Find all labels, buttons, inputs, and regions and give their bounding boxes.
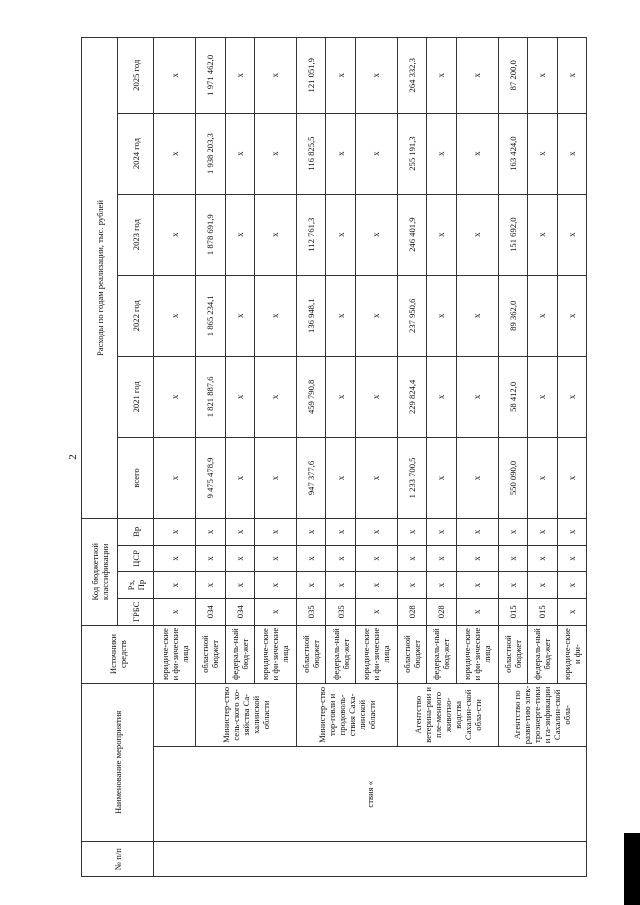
header-year-2023: 2023 год xyxy=(118,194,154,275)
grbs-cell: х xyxy=(456,598,498,625)
grbs-cell: 034 xyxy=(196,598,225,625)
header-year-2025: 2025 год xyxy=(118,38,154,114)
year-2021-cell: 1 821 887,6 xyxy=(196,356,225,437)
year-2023-cell: х xyxy=(456,194,498,275)
vr-cell: х xyxy=(498,519,527,546)
year-2024-cell: х xyxy=(456,113,498,194)
source-cell: областной бюджет xyxy=(498,625,527,683)
csr-cell: х xyxy=(196,545,225,572)
year-2024-cell: 255 191,3 xyxy=(397,113,426,194)
total-cell: х xyxy=(154,437,196,518)
year-2022-cell: х xyxy=(225,275,254,356)
source-cell: областной бюджет xyxy=(397,625,426,683)
rzpr-cell: х xyxy=(427,572,456,599)
year-2021-cell: х xyxy=(225,356,254,437)
total-cell: х xyxy=(326,437,355,518)
org-cell: Министер-ство сель-ского хо-зяйства Са-халинской области xyxy=(196,683,297,747)
total-cell: х xyxy=(225,437,254,518)
source-cell: юридиче-ские и фи-зические лица xyxy=(355,625,397,683)
year-2021-cell: 459 790,8 xyxy=(297,356,326,437)
csr-cell: х xyxy=(557,545,586,572)
measure-name: ствия « xyxy=(154,747,587,842)
year-2023-cell: х xyxy=(326,194,355,275)
vr-cell: х xyxy=(456,519,498,546)
year-2023-cell: х xyxy=(254,194,296,275)
year-2025-cell: 1 971 462,0 xyxy=(196,38,225,114)
csr-cell: х xyxy=(225,545,254,572)
grbs-cell: х xyxy=(254,598,296,625)
org-cell: Министер-ство тор-говли и продоволь-ствия Саха-линской области xyxy=(297,683,398,747)
year-2024-cell: х xyxy=(154,113,196,194)
year-2021-cell: х xyxy=(528,356,557,437)
year-2022-cell: х xyxy=(528,275,557,356)
rzpr-cell: х xyxy=(498,572,527,599)
year-2024-cell: х xyxy=(254,113,296,194)
year-2021-cell: х xyxy=(154,356,196,437)
vr-cell: х xyxy=(297,519,326,546)
rzpr-cell: х xyxy=(397,572,426,599)
scan-edge-mark xyxy=(624,833,640,905)
csr-cell: х xyxy=(528,545,557,572)
total-cell: 1 233 700,5 xyxy=(397,437,426,518)
year-2025-cell: х xyxy=(254,38,296,114)
source-cell: юридиче-ские и фи-зические лица xyxy=(456,625,498,683)
rzpr-cell: х xyxy=(456,572,498,599)
header-year-2024: 2024 год xyxy=(118,113,154,194)
org-cell xyxy=(154,683,196,747)
rzpr-cell: х xyxy=(254,572,296,599)
year-2024-cell: х xyxy=(557,113,586,194)
total-cell: 550 090,0 xyxy=(498,437,527,518)
vr-cell: х xyxy=(557,519,586,546)
csr-cell: х xyxy=(355,545,397,572)
rzpr-cell: х xyxy=(326,572,355,599)
year-2022-cell: 136 948,1 xyxy=(297,275,326,356)
source-cell: областной бюджет xyxy=(196,625,225,683)
csr-cell: х xyxy=(498,545,527,572)
source-cell: юридиче-ские и фи-зические лица xyxy=(254,625,296,683)
total-cell: х xyxy=(528,437,557,518)
org-cell: Агентство ветерина-рии и пле-менного животно-водства Сахалин-ской обла-сти xyxy=(397,683,498,747)
year-2023-cell: 246 401,9 xyxy=(397,194,426,275)
csr-cell: х xyxy=(254,545,296,572)
total-cell: х xyxy=(456,437,498,518)
total-cell: 947 377,6 xyxy=(297,437,326,518)
header-rzpr: Рз, Пр xyxy=(118,572,154,599)
header-name: Наименование мероприятия xyxy=(82,683,154,842)
header-expenses-group: Расходы по годам реализации, тыс. рублей xyxy=(82,38,118,519)
source-cell: федераль-ный бюд-жет xyxy=(326,625,355,683)
total-cell: х xyxy=(254,437,296,518)
year-2025-cell: х xyxy=(528,38,557,114)
year-2021-cell: х xyxy=(254,356,296,437)
grbs-cell: х xyxy=(557,598,586,625)
year-2021-cell: х xyxy=(456,356,498,437)
source-cell: федераль-ный бюд-жет xyxy=(528,625,557,683)
grbs-cell: 015 xyxy=(498,598,527,625)
vr-cell: х xyxy=(254,519,296,546)
year-2025-cell: х xyxy=(456,38,498,114)
year-2021-cell: 58 412,0 xyxy=(498,356,527,437)
year-2024-cell: 116 825,5 xyxy=(297,113,326,194)
year-2023-cell: х xyxy=(154,194,196,275)
year-2021-cell: х xyxy=(355,356,397,437)
header-vr: Вр xyxy=(118,519,154,546)
source-cell: областной бюджет xyxy=(297,625,326,683)
year-2023-cell: 112 761,3 xyxy=(297,194,326,275)
header-num: № п/п xyxy=(82,842,154,877)
csr-cell: х xyxy=(154,545,196,572)
year-2021-cell: х xyxy=(427,356,456,437)
year-2023-cell: х xyxy=(557,194,586,275)
vr-cell: х xyxy=(154,519,196,546)
header-code-group: Код бюджетной классификации xyxy=(82,519,118,626)
header-total: всего xyxy=(118,437,154,518)
year-2025-cell: 87 200,0 xyxy=(498,38,527,114)
year-2022-cell: х xyxy=(355,275,397,356)
source-cell: федераль-ный бюд-жет xyxy=(427,625,456,683)
rzpr-cell: х xyxy=(154,572,196,599)
year-2023-cell: х xyxy=(225,194,254,275)
year-2024-cell: х xyxy=(355,113,397,194)
year-2022-cell: 89 362,0 xyxy=(498,275,527,356)
year-2025-cell: 121 051,9 xyxy=(297,38,326,114)
year-2024-cell: х xyxy=(528,113,557,194)
year-2025-cell: х xyxy=(355,38,397,114)
year-2025-cell: 264 332,3 xyxy=(397,38,426,114)
header-year-2021: 2021 год xyxy=(118,356,154,437)
total-cell: х xyxy=(355,437,397,518)
year-2023-cell: х xyxy=(528,194,557,275)
csr-cell: х xyxy=(397,545,426,572)
grbs-cell: х xyxy=(154,598,196,625)
vr-cell: х xyxy=(397,519,426,546)
total-cell: 9 475 478,9 xyxy=(196,437,225,518)
vr-cell: х xyxy=(196,519,225,546)
year-2022-cell: х xyxy=(326,275,355,356)
year-2024-cell: х xyxy=(326,113,355,194)
rotated-page xyxy=(67,37,587,877)
grbs-cell: 028 xyxy=(427,598,456,625)
rzpr-cell: х xyxy=(557,572,586,599)
rzpr-cell: х xyxy=(225,572,254,599)
grbs-cell: 035 xyxy=(326,598,355,625)
year-2023-cell: 1 878 691,9 xyxy=(196,194,225,275)
year-2021-cell: 229 824,4 xyxy=(397,356,426,437)
budget-table xyxy=(81,37,587,877)
rzpr-cell: х xyxy=(196,572,225,599)
source-cell: федераль-ный бюд-жет xyxy=(225,625,254,683)
year-2022-cell: х xyxy=(154,275,196,356)
year-2025-cell: х xyxy=(154,38,196,114)
csr-cell: х xyxy=(456,545,498,572)
year-2023-cell: 151 692,0 xyxy=(498,194,527,275)
vr-cell: х xyxy=(355,519,397,546)
year-2024-cell: 163 424,0 xyxy=(498,113,527,194)
year-2022-cell: х xyxy=(557,275,586,356)
year-2025-cell: х xyxy=(326,38,355,114)
year-2022-cell: х xyxy=(427,275,456,356)
year-2025-cell: х xyxy=(557,38,586,114)
total-cell: х xyxy=(427,437,456,518)
year-2023-cell: х xyxy=(427,194,456,275)
measure-num xyxy=(154,842,587,877)
year-2021-cell: х xyxy=(557,356,586,437)
year-2024-cell: х xyxy=(427,113,456,194)
grbs-cell: 034 xyxy=(225,598,254,625)
rzpr-cell: х xyxy=(297,572,326,599)
year-2025-cell: х xyxy=(225,38,254,114)
csr-cell: х xyxy=(297,545,326,572)
source-cell: юридиче-ские и фи-зические лица xyxy=(154,625,196,683)
vr-cell: х xyxy=(326,519,355,546)
year-2024-cell: х xyxy=(225,113,254,194)
page-number: 2 xyxy=(67,454,79,460)
grbs-cell: 015 xyxy=(528,598,557,625)
org-cell: Агентство по разви-тию элек-троэнерге-тики и га-зификации Сахалин-ской обла- xyxy=(498,683,586,747)
table-row xyxy=(154,38,196,877)
header-csr: ЦСР xyxy=(118,545,154,572)
header-row-top xyxy=(82,38,118,877)
vr-cell: х xyxy=(528,519,557,546)
grbs-cell: х xyxy=(355,598,397,625)
header-year-2022: 2022 год xyxy=(118,275,154,356)
grbs-cell: 028 xyxy=(397,598,426,625)
year-2022-cell: х xyxy=(456,275,498,356)
year-2021-cell: х xyxy=(326,356,355,437)
year-2023-cell: х xyxy=(355,194,397,275)
csr-cell: х xyxy=(326,545,355,572)
total-cell: х xyxy=(557,437,586,518)
year-2022-cell: 1 865 234,1 xyxy=(196,275,225,356)
rzpr-cell: х xyxy=(355,572,397,599)
grbs-cell: 035 xyxy=(297,598,326,625)
vr-cell: х xyxy=(225,519,254,546)
vr-cell: х xyxy=(427,519,456,546)
header-source: Источники средств xyxy=(82,625,154,683)
header-grbs: ГРБС xyxy=(118,598,154,625)
rzpr-cell: х xyxy=(528,572,557,599)
year-2025-cell: х xyxy=(427,38,456,114)
year-2024-cell: 1 938 203,3 xyxy=(196,113,225,194)
year-2022-cell: 237 950,6 xyxy=(397,275,426,356)
source-cell: юридиче-ские и фи- xyxy=(557,625,586,683)
csr-cell: х xyxy=(427,545,456,572)
year-2022-cell: х xyxy=(254,275,296,356)
